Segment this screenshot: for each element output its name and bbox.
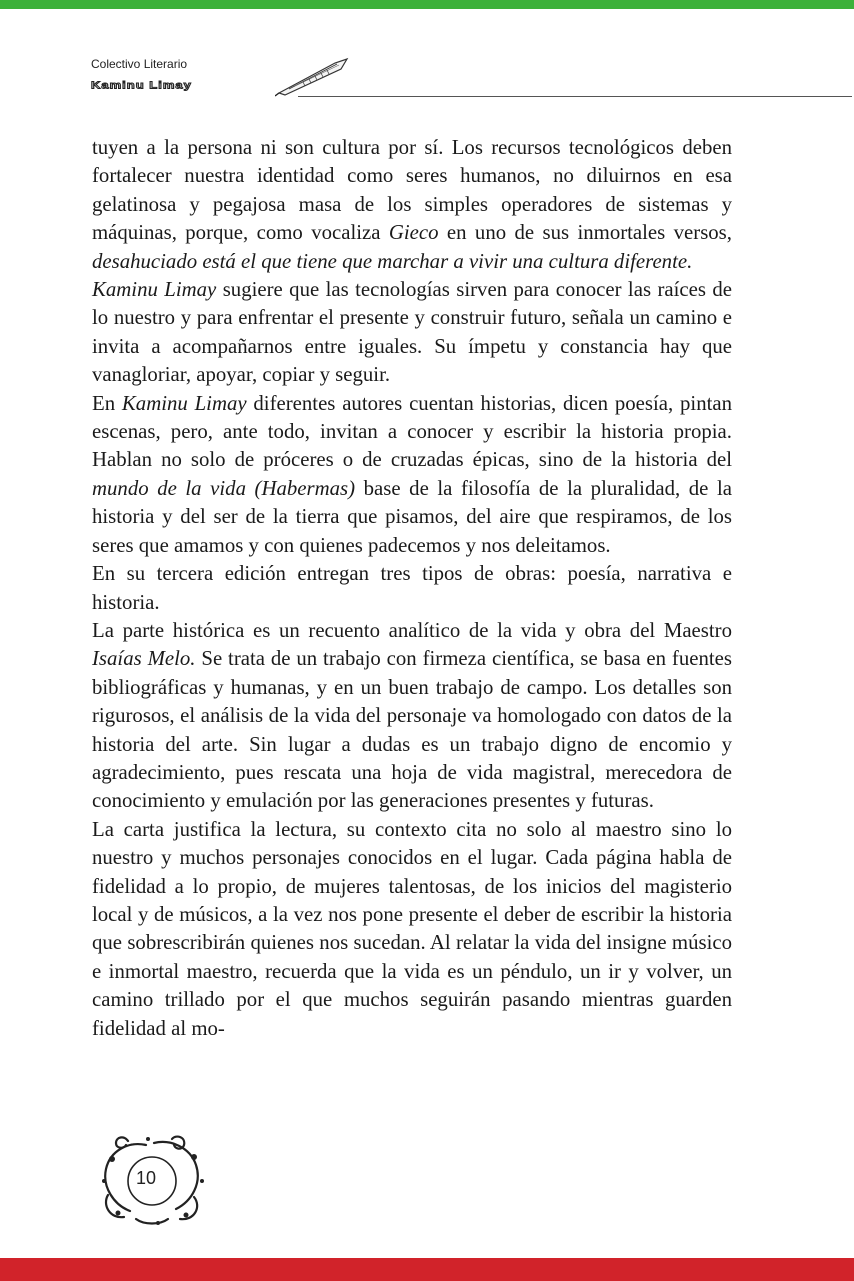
paragraph: [92, 560, 732, 617]
text-run: diferentes autores cuentan historias, dicen poesía, pintan escenas, pero, ante todo, invitan a conocer y escribir la historia propia. Hablan no solo de próceres o de cruzadas épicas, sino de la historia del: [92, 391, 732, 472]
paragraph: [92, 390, 732, 560]
italic-run: Gieco: [388, 221, 439, 245]
italic-run: Kaminu Limay: [121, 391, 247, 415]
text-run: La carta justifica la lectura, su contexto cita no solo al maestro sino lo nuestro y muchos personajes conocidos en el lugar. Cada página habla de fidelidad a lo propio, de mujeres talentosas, de los inicios del magisterio local y de músicos, a la vez nos pone presente el deber de escribir la historia que sobrescribirán quienes nos sucedan. Al relatar la vida del insigne músico e inmortal maestro, recuerda que la vida es un péndulo, un ir y volver, un camino trillado por el que muchos seguirán pasando mientras guarden fidelidad al mo-: [92, 817, 732, 1040]
page-number: 10: [135, 1168, 157, 1188]
header-publication-title: Kaminu Limay: [91, 79, 192, 91]
italic-run: Kaminu Limay: [92, 278, 217, 302]
italic-run: mundo de la vida (Habermas): [92, 476, 356, 500]
top-color-bar: [0, 0, 854, 9]
quill-pen-icon: [275, 55, 350, 97]
text-run: En su tercera edición entregan tres tipos de obras: poesía, narrativa e historia.: [92, 562, 732, 614]
text-run: base de la filosofía de la pluralidad, de la historia y del ser de la tierra que pisamos, del aire que respiramos, de los seres que amamos y con quienes padecemos y nos deleitamos.: [92, 476, 732, 557]
text-run: La parte histórica es un recuento analítico de la vida y obra del Maestro: [92, 618, 732, 642]
text-run: en uno de sus inmortales versos,: [438, 221, 732, 245]
paragraph: [92, 276, 732, 390]
paragraph: [92, 134, 732, 276]
header-rule: [298, 96, 852, 97]
text-run: sugiere que las tecnologías sirven para conocer las raíces de lo nuestro y para enfrentar el presente y construir futuro, señala un camino e invita a acompañarnos entre iguales. Su ímpetu y constancia hay que vanagloriar, apoyar, copiar y seguir.: [92, 278, 732, 387]
paragraph: [92, 617, 732, 816]
bottom-color-bar: [0, 1258, 854, 1281]
paragraph: [92, 816, 732, 1043]
text-run: tuyen a la persona ni son cultura por sí. Los recursos tecnológicos deben fortalecer nuestra identidad como seres humanos, no diluirnos en esa gelatinosa y pegajosa masa de los simples operadores de sistemas y máquinas, porque, como vocaliza: [92, 136, 732, 245]
body-text: [92, 134, 732, 1043]
italic-run: desahuciado está el que tiene que marchar a vivir una cultura diferente.: [92, 249, 693, 273]
text-run: En: [92, 391, 122, 415]
header-collective-label: Colectivo Literario: [91, 57, 188, 71]
text-run: Se trata de un trabajo con firmeza científica, se basa en fuentes bibliográficas y humanas, y en un buen trabajo de campo. Los detalles son rigurosos, el análisis de la vida del personaje va homologado con datos de la historia del arte. Sin lugar a dudas es un trabajo digno de encomio y agradecimiento, pues rescata una hoja de vida magistral, merecedora de conocimiento y emulación por las generaciones presentes y futuras.: [92, 647, 732, 813]
italic-run: Isaías Melo.: [92, 647, 196, 671]
